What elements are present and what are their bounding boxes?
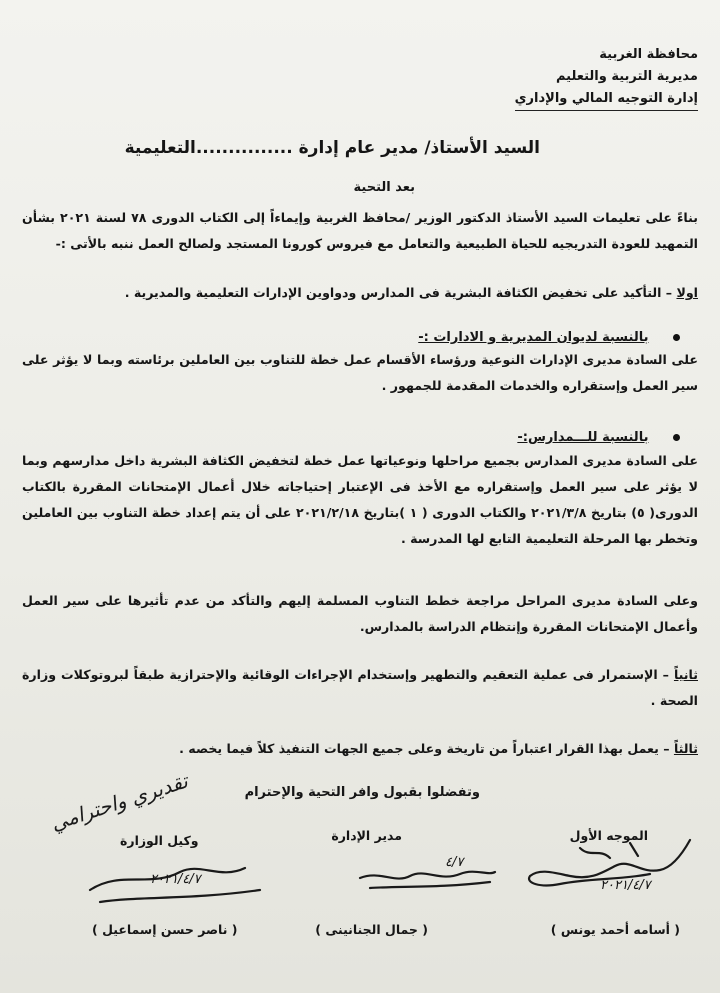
signature-name-admin-director: ( جمال الجنانينى ) [315,922,428,937]
bullet-ministry-office [418,330,680,345]
bullet2-title: بالنسبة للـــمدارس:- [517,430,649,445]
handwritten-date-undersecretary: ٢٠٢١/٤/٧ [150,872,201,887]
letterhead [498,44,698,111]
department-line: إدارة التوجيه المالي والإداري [515,88,698,111]
third-label: ثالثاً [673,741,698,756]
bullet-schools [517,430,680,445]
second-text: – الإستمرار فى عملية التعقيم والتطهير وإستخدام الإجراءات الوقائية والإحترازية طبقاً لبروتوكلات وزارة الصحة . [22,667,698,708]
first-text: – التأكيد على تخفيض الكثافة البشرية فى المدارس ودواوين الإدارات التعليمية والمديرية . [124,285,673,300]
signature-title-admin-director: مدير الإدارة [331,828,402,843]
third-point [22,736,698,762]
handwritten-note: تقديري واحترامي [47,768,191,836]
first-label: اولا [676,285,698,300]
greeting: بعد التحية [353,180,415,195]
second-label: ثانياً [673,667,698,682]
bullet-icon [673,434,680,441]
bullet1-text: على السادة مديرى الإدارات النوعية ورؤساء الأقسام عمل خطة للتناوب بين العاملين برئاسته وبما لا يؤثر على سير العمل وإستقراره والخدمات المقدمة للجمهور . [22,352,698,393]
first-point [22,280,698,306]
handwritten-date-first: ٢٠٢١/٤/٧ [600,878,651,893]
signature-name-first-supervisor: ( أسامه أحمد يونس ) [550,922,680,937]
signature-name-undersecretary: ( ناصر حسن إسماعيل ) [92,922,238,937]
third-text: – يعمل بهذا القرار اعتباراً من تاريخة وعلى جميع الجهات التنفيذ كلاً فيما يخصه . [179,741,670,756]
signature-scribble-admin-director [350,848,500,898]
signature-title-first-supervisor: الموجه الأول [569,828,648,843]
intro-paragraph: بناءً على تعليمات السيد الأستاذ الدكتور الوزير /محافظ الغربية وإيماءاً إلى الكتاب الدورى ٧٨ لسنة ٢٠٢١ بشأن التمهيد للعودة التدريجيه للحياة الطبيعية والتعامل مع فيروس كورونا المستجد ولصالح العمل ننبه بالأتى :- [22,210,699,251]
governorate-line: محافظة الغربية [599,47,698,62]
second-point [22,662,698,714]
signature-title-undersecretary: وكيل الوزارة [120,833,199,848]
review-paragraph: وعلى السادة مديرى المراحل مراجعة خطط التناوب المسلمة إليهم والتأكد من عدم تأثيرها على سير العمل وأعمال الإمتحانات المقررة وإنتظام الدراسة بالمدارس. [22,593,698,634]
directorate-line: مديرية التربية والتعليم [555,69,698,84]
closing-line: وتفضلوا بقبول وافر التحية والإحترام [244,785,480,800]
handwritten-date-admin: ٤/٧ [445,855,464,870]
bullet1-title: بالنسبة لديوان المديرية و الادارات :- [418,330,649,345]
addressee-line: السيد الأستاذ/ مدير عام إدارة ...............التعليمية [124,138,540,158]
bullet2-text: على السادة مديرى المدارس بجميع مراحلها ونوعياتها عمل خطة لتخفيض الكثافة البشرية داخل مدارسهم وبما لا يؤثر على سير العمل وإستقراره مع الأخذ فى الإعتبار إحتياجاته خلال أعمال الإمتحانات المقررة بالكتاب الدورى( ٥) بتاريخ ٢٠٢١/٣/٨ والكتاب الدورى ( ١ )بتاريخ ٢٠٢١/٢/١٨ على أن يتم إعداد خطة التناوب بين العاملين وتخطر بها المرحلة التعليمية التابع لها المدرسة . [22,453,698,546]
bullet-icon [673,334,680,341]
